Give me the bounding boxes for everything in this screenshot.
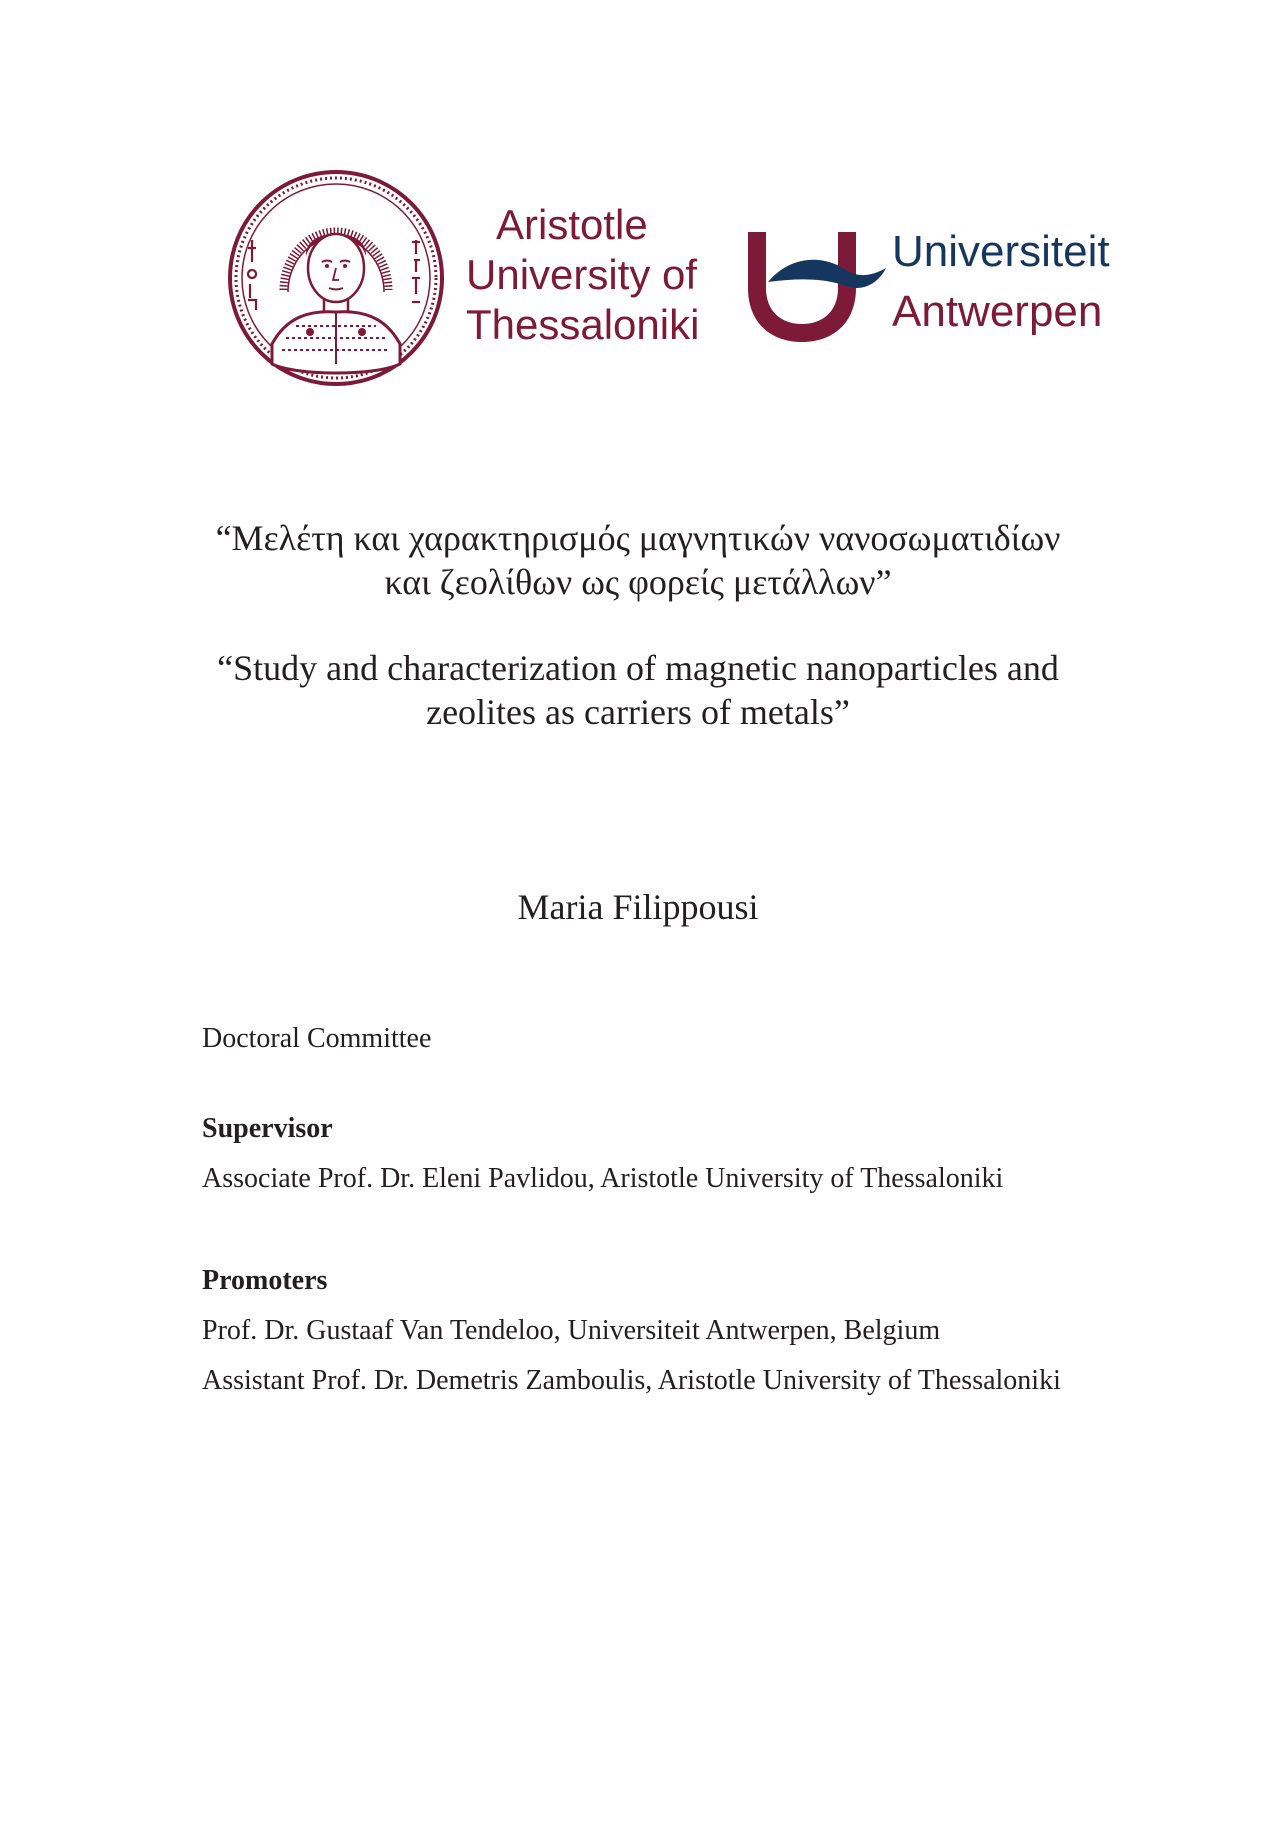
supervisor-label: Supervisor — [202, 1113, 333, 1144]
title-line: “Study and characterization of magnetic nanoparticles and — [217, 648, 1059, 688]
promoter-entry: Assistant Prof. Dr. Demetris Zamboulis, Aristotle University of Thessaloniki — [202, 1365, 1061, 1396]
auth-name-logotype — [466, 200, 699, 350]
promoters-label: Promoters — [202, 1265, 328, 1296]
title-line: και ζεολίθων ως φορείς μετάλλων” — [384, 562, 892, 602]
promoter-entry: Prof. Dr. Gustaaf Van Tendeloo, Universiteit Antwerpen, Belgium — [202, 1315, 941, 1346]
auth-name-line: Thessaloniki — [466, 301, 700, 348]
uantwerpen-name-line: Universiteit — [892, 227, 1110, 276]
supervisor-entry: Associate Prof. Dr. Eleni Pavlidou, Aristotle University of Thessaloniki — [202, 1163, 1004, 1194]
title-line: zeolites as carriers of metals” — [426, 692, 850, 732]
uantwerpen-name-line: Antwerpen — [892, 287, 1103, 336]
auth-name-line: University of — [466, 251, 698, 298]
auth-seal-logo — [226, 168, 446, 388]
thesis-title-greek — [150, 516, 1126, 604]
thesis-title-english — [150, 646, 1126, 734]
title-line: “Μελέτη και χαρακτηρισμός μαγνητικών νανοσωματιδίων — [215, 518, 1061, 558]
author-name: Maria Filippousi — [517, 887, 759, 927]
committee-heading: Doctoral Committee — [202, 1023, 432, 1054]
logo-banner — [0, 0, 1276, 420]
auth-name-line: Aristotle — [496, 201, 648, 248]
uantwerpen-logo-mark — [738, 226, 888, 344]
uantwerpen-name-logotype — [892, 222, 1110, 342]
